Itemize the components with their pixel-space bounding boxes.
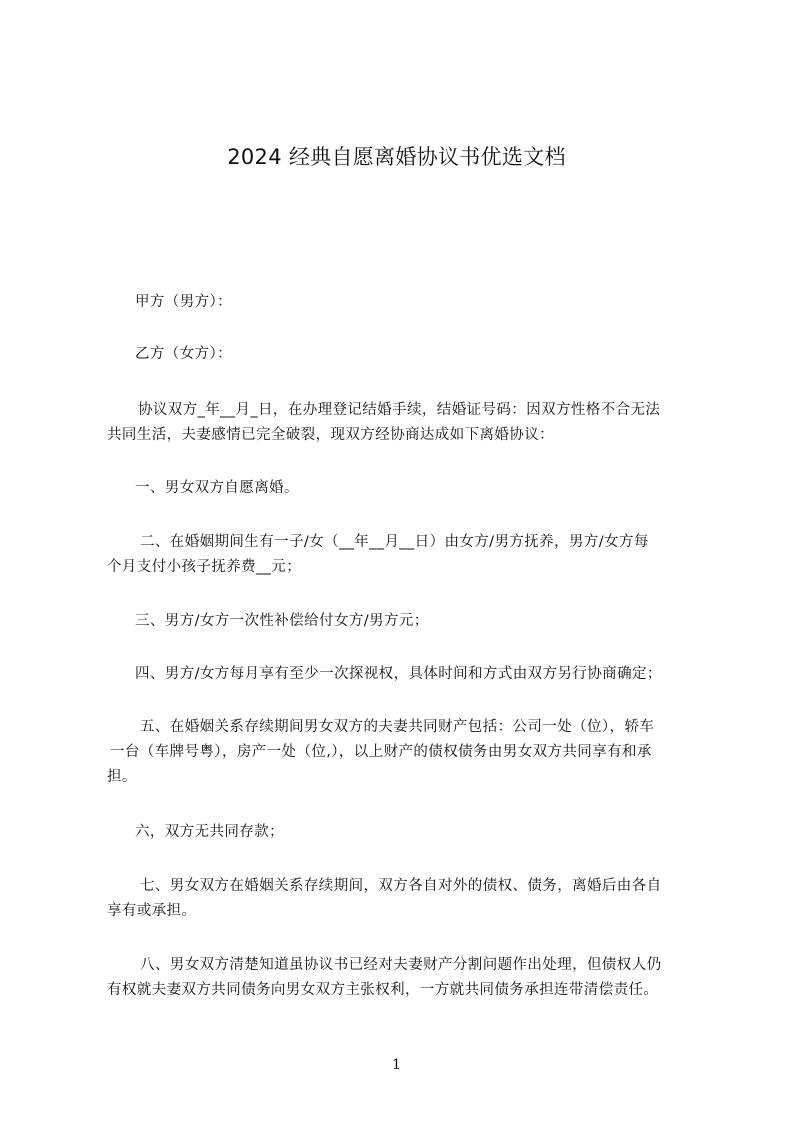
clause-2-line-1: 二、在婚姻期间生有一子/女（__年__月__日）由女方/男方抚养，男方/女方每 <box>140 534 649 550</box>
clause-5-line-2: 一台（车牌号粤），房产一处（位,），以上财产的债权债务由男女双方共同享有和承 <box>110 744 652 760</box>
clause-4-text: 四、男方/女方每月享有至少一次探视权，具体时间和方式由双方另行协商确定； <box>135 666 662 682</box>
clause-1 <box>107 476 697 501</box>
clause-8-line-1: 八、男女双方清楚知道虽协议书已经对夫妻财产分割问题作出处理，但债权人仍 <box>140 957 662 973</box>
clause-1-text: 一、男女双方自愿离婚。 <box>135 480 299 496</box>
party-a-text: 甲方（男方）： <box>135 294 233 310</box>
clause-6-text: 六，双方无共同存款； <box>135 824 284 840</box>
clause-5 <box>107 715 697 790</box>
clause-2-line-2: 个月支付小孩子抚养费__元； <box>107 559 302 575</box>
clause-7-line-2: 享有或承担。 <box>107 903 197 919</box>
clause-2 <box>107 530 697 580</box>
intro-line-2: 共同生活，夫妻感情已完全破裂，现双方经协商达成如下离婚协议： <box>107 427 554 443</box>
clause-6 <box>107 820 697 845</box>
document-title: 2024 经典自愿离婚协议书优选文档 <box>227 145 566 169</box>
clause-4 <box>107 662 697 687</box>
clause-3 <box>107 609 697 634</box>
clause-5-line-3: 担。 <box>107 769 137 785</box>
clause-7 <box>107 874 697 924</box>
clause-8 <box>107 953 697 1003</box>
clause-5-line-1: 五、在婚姻关系存续期间男女双方的夫妻共同财产包括：公司一处（位），轿车 <box>140 719 655 735</box>
page-number: 1 <box>392 1057 401 1073</box>
intro-paragraph <box>107 398 697 448</box>
intro-line-1: 协议双方_年__月_日，在办理登记结婚手续，结婚证号码：因双方性格不合无法 <box>138 402 661 418</box>
clause-3-text: 三、男方/女方一次性补偿给付女方/男方元； <box>135 613 429 629</box>
party-a-line <box>107 290 697 315</box>
clause-7-line-1: 七、男女双方在婚姻关系存续期间，双方各自对外的债权、债务，离婚后由各自 <box>140 878 662 894</box>
party-b-line <box>107 342 697 367</box>
clause-8-line-2: 有权就夫妻双方共同债务向男女双方主张权利，一方就共同债务承担连带清偿责任。 <box>107 982 659 998</box>
party-b-text: 乙方（女方）： <box>135 346 233 362</box>
